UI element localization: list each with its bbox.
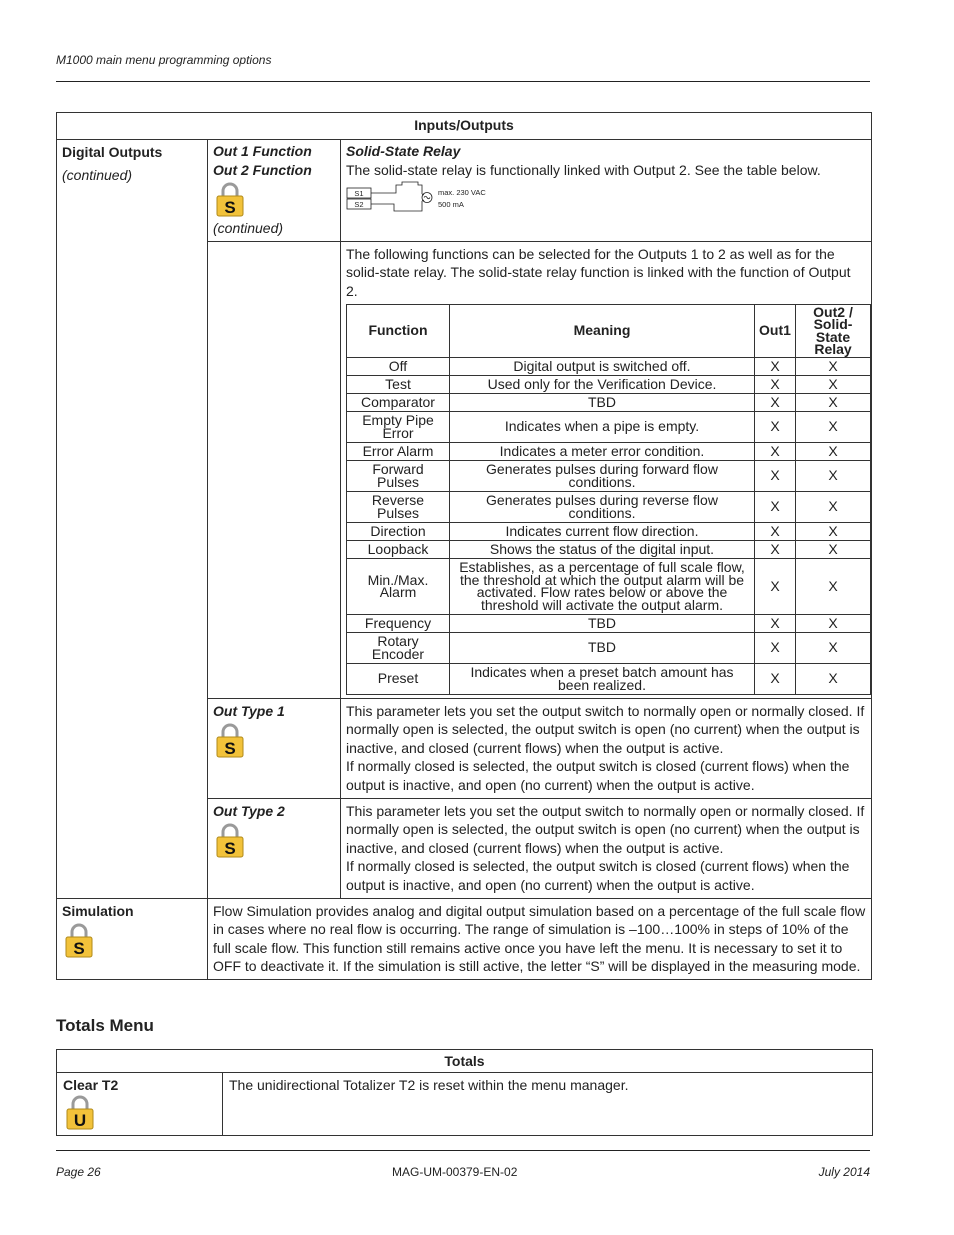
- table-row: [347, 663, 871, 694]
- row-out1: X: [755, 460, 796, 491]
- row-out1: X: [755, 558, 796, 614]
- row-out1: X: [755, 442, 796, 460]
- row-out2: X: [796, 375, 871, 393]
- row-out1: X: [755, 614, 796, 632]
- out-type1-label: Out Type 1: [213, 702, 285, 719]
- table-row: [347, 375, 871, 393]
- table-row: [347, 614, 871, 632]
- out-type2-label: Out Type 2: [213, 802, 285, 819]
- table-row: [347, 411, 871, 442]
- svg-text:S: S: [224, 739, 236, 759]
- clear-t2-description: The unidirectional Totalizer T2 is reset within the menu manager.: [229, 1077, 629, 1093]
- svg-text:S: S: [224, 839, 236, 859]
- row-meaning: TBD: [450, 393, 755, 411]
- digital-outputs-cell: [57, 140, 208, 899]
- table-row: [347, 558, 871, 614]
- table-row: [347, 357, 871, 375]
- row-function: Reverse Pulses: [347, 491, 450, 522]
- row-out1: X: [755, 375, 796, 393]
- footer-rule: [56, 1150, 870, 1151]
- row-meaning: Indicates when a preset batch amount has been realized.: [450, 663, 755, 694]
- out-type1-desc-1: This parameter lets you set the output switch to normally open or normally closed. If normally open is selected, the output switch is open (no current) when the output is inactive, and closed (current flows) when the output is active.: [346, 702, 865, 756]
- lock-s-icon: [215, 722, 245, 758]
- totals-table-title: Totals: [57, 1050, 873, 1073]
- row-function: Comparator: [347, 393, 450, 411]
- simulation-cell: [57, 898, 208, 979]
- table-row: [347, 632, 871, 663]
- table-title: Inputs/Outputs: [57, 113, 872, 140]
- out-type2-desc-cell: [341, 798, 872, 898]
- row-function: Test: [347, 375, 450, 393]
- functions-table: [346, 304, 871, 695]
- table-row: [347, 491, 871, 522]
- row-out2: X: [796, 558, 871, 614]
- functions-cell: [341, 241, 872, 698]
- row-out2: X: [796, 614, 871, 632]
- table-row: [347, 393, 871, 411]
- out-type2-desc-2: If normally closed is selected, the output switch is closed (current flows) when the output is inactive, and open (no current) when the output is active.: [346, 858, 850, 893]
- inputs-outputs-table: [56, 112, 872, 980]
- functions-param-empty: [208, 241, 341, 698]
- table-row: [347, 442, 871, 460]
- col-meaning-header: Meaning: [450, 304, 755, 357]
- row-meaning: Used only for the Verification Device.: [450, 375, 755, 393]
- row-function: Direction: [347, 522, 450, 540]
- row-out2: X: [796, 460, 871, 491]
- out-type1-desc-2: If normally closed is selected, the output switch is closed (current flows) when the output is inactive, and open (no current) when the output is active.: [346, 758, 850, 793]
- param-continued-note: (continued): [213, 220, 284, 237]
- svg-text:max. 230 VAC: max. 230 VAC: [438, 188, 486, 198]
- svg-text:S: S: [73, 939, 85, 959]
- col-out2-header: Out2 / Solid-State Relay: [796, 304, 871, 357]
- svg-text:U: U: [73, 1111, 87, 1130]
- clear-t2-cell: [57, 1073, 223, 1136]
- relay-description: The solid-state relay is functionally linked with Output 2. See the table below.: [346, 161, 821, 178]
- clear-t2-desc-cell: [223, 1073, 873, 1136]
- out1-function-label: Out 1 Function: [213, 143, 312, 159]
- row-out1: X: [755, 411, 796, 442]
- row-meaning: Generates pulses during reverse flow conditions.: [450, 491, 755, 522]
- row-meaning: Shows the status of the digital input.: [450, 540, 755, 558]
- functions-intro: The following functions can be selected for the Outputs 1 to 2 as well as for the solid-state relay. The solid-state relay function is linked with the function of Output 2.: [346, 245, 851, 299]
- row-function: Rotary Encoder: [347, 632, 450, 663]
- svg-text:S2: S2: [354, 200, 364, 210]
- running-header: M1000 main menu programming options: [56, 53, 272, 67]
- simulation-desc-cell: [208, 898, 872, 979]
- row-out2: X: [796, 442, 871, 460]
- row-out1: X: [755, 522, 796, 540]
- row-out1: X: [755, 491, 796, 522]
- row-meaning: Indicates a meter error condition.: [450, 442, 755, 460]
- lock-s-icon: [215, 181, 245, 217]
- relay-title: Solid-State Relay: [346, 143, 461, 159]
- row-out2: X: [796, 632, 871, 663]
- row-out1: X: [755, 357, 796, 375]
- row-out1: X: [755, 393, 796, 411]
- totals-menu-heading: Totals Menu: [56, 1016, 154, 1035]
- footer-page: Page 26: [56, 1165, 101, 1179]
- totals-table: [56, 1049, 873, 1136]
- row-function: Off: [347, 357, 450, 375]
- clear-t2-label: Clear T2: [63, 1077, 119, 1093]
- row-out2: X: [796, 540, 871, 558]
- col-out1-header: Out1: [755, 304, 796, 357]
- lock-s-icon: [64, 922, 94, 958]
- row-out2: X: [796, 393, 871, 411]
- relay-cell: [341, 140, 872, 242]
- lock-u-icon: [65, 1094, 95, 1130]
- digital-outputs-label: Digital Outputs: [62, 144, 163, 160]
- svg-text:500 mA: 500 mA: [438, 200, 464, 210]
- row-function: Frequency: [347, 614, 450, 632]
- out-type1-desc-cell: [341, 698, 872, 798]
- col-function-header: Function: [347, 304, 450, 357]
- row-meaning: TBD: [450, 632, 755, 663]
- table-row: [347, 460, 871, 491]
- out-type2-desc-1: This parameter lets you set the output switch to normally open or normally closed. If normally open is selected, the output switch is open (no current) when the output is inactive, and closed (current flows) when the output is active.: [346, 802, 865, 856]
- row-meaning: Digital output is switched off.: [450, 357, 755, 375]
- row-function: Empty Pipe Error: [347, 411, 450, 442]
- row-function: Error Alarm: [347, 442, 450, 460]
- relay-wiring-diagram: [346, 181, 506, 213]
- table-row: [347, 522, 871, 540]
- row-function: Loopback: [347, 540, 450, 558]
- row-function: Min./Max. Alarm: [347, 558, 450, 614]
- simulation-label: Simulation: [62, 902, 134, 919]
- row-out2: X: [796, 357, 871, 375]
- row-function: Forward Pulses: [347, 460, 450, 491]
- out-type2-cell: [208, 798, 341, 898]
- out-function-cell: [208, 140, 341, 242]
- row-out2: X: [796, 411, 871, 442]
- row-meaning: Indicates when a pipe is empty.: [450, 411, 755, 442]
- row-out2: X: [796, 522, 871, 540]
- out2-function-label: Out 2 Function: [213, 161, 312, 178]
- svg-text:S1: S1: [354, 189, 364, 199]
- row-out1: X: [755, 632, 796, 663]
- row-out1: X: [755, 540, 796, 558]
- footer-date: July 2014: [818, 1165, 870, 1179]
- simulation-description: Flow Simulation provides analog and digital output simulation based on a percentage of the full scale flow in cases where no real flow is occurring. The range of simulation is –100…100% in steps of 10% of the full scale flow. This function still remains active once you have left the menu. It is necessary to set it to OFF to deactivate it. If the simulation is still active, the letter “S” will be displayed in the measuring mode.: [213, 902, 866, 975]
- footer-doc-id: MAG-UM-00379-EN-02: [392, 1165, 518, 1179]
- header-rule: [56, 81, 870, 82]
- out-type1-cell: [208, 698, 341, 798]
- row-out1: X: [755, 663, 796, 694]
- table-row: [347, 540, 871, 558]
- row-meaning: TBD: [450, 614, 755, 632]
- row-function: Preset: [347, 663, 450, 694]
- svg-text:S: S: [224, 198, 236, 218]
- row-meaning: Indicates current flow direction.: [450, 522, 755, 540]
- row-meaning: Generates pulses during forward flow conditions.: [450, 460, 755, 491]
- continued-note: (continued): [62, 166, 133, 183]
- row-meaning: Establishes, as a percentage of full scale flow, the threshold at which the output alarm will be activated. Flow rates below or above the threshold will activate the output alarm.: [450, 558, 755, 614]
- row-out2: X: [796, 491, 871, 522]
- row-out2: X: [796, 663, 871, 694]
- lock-s-icon: [215, 822, 245, 858]
